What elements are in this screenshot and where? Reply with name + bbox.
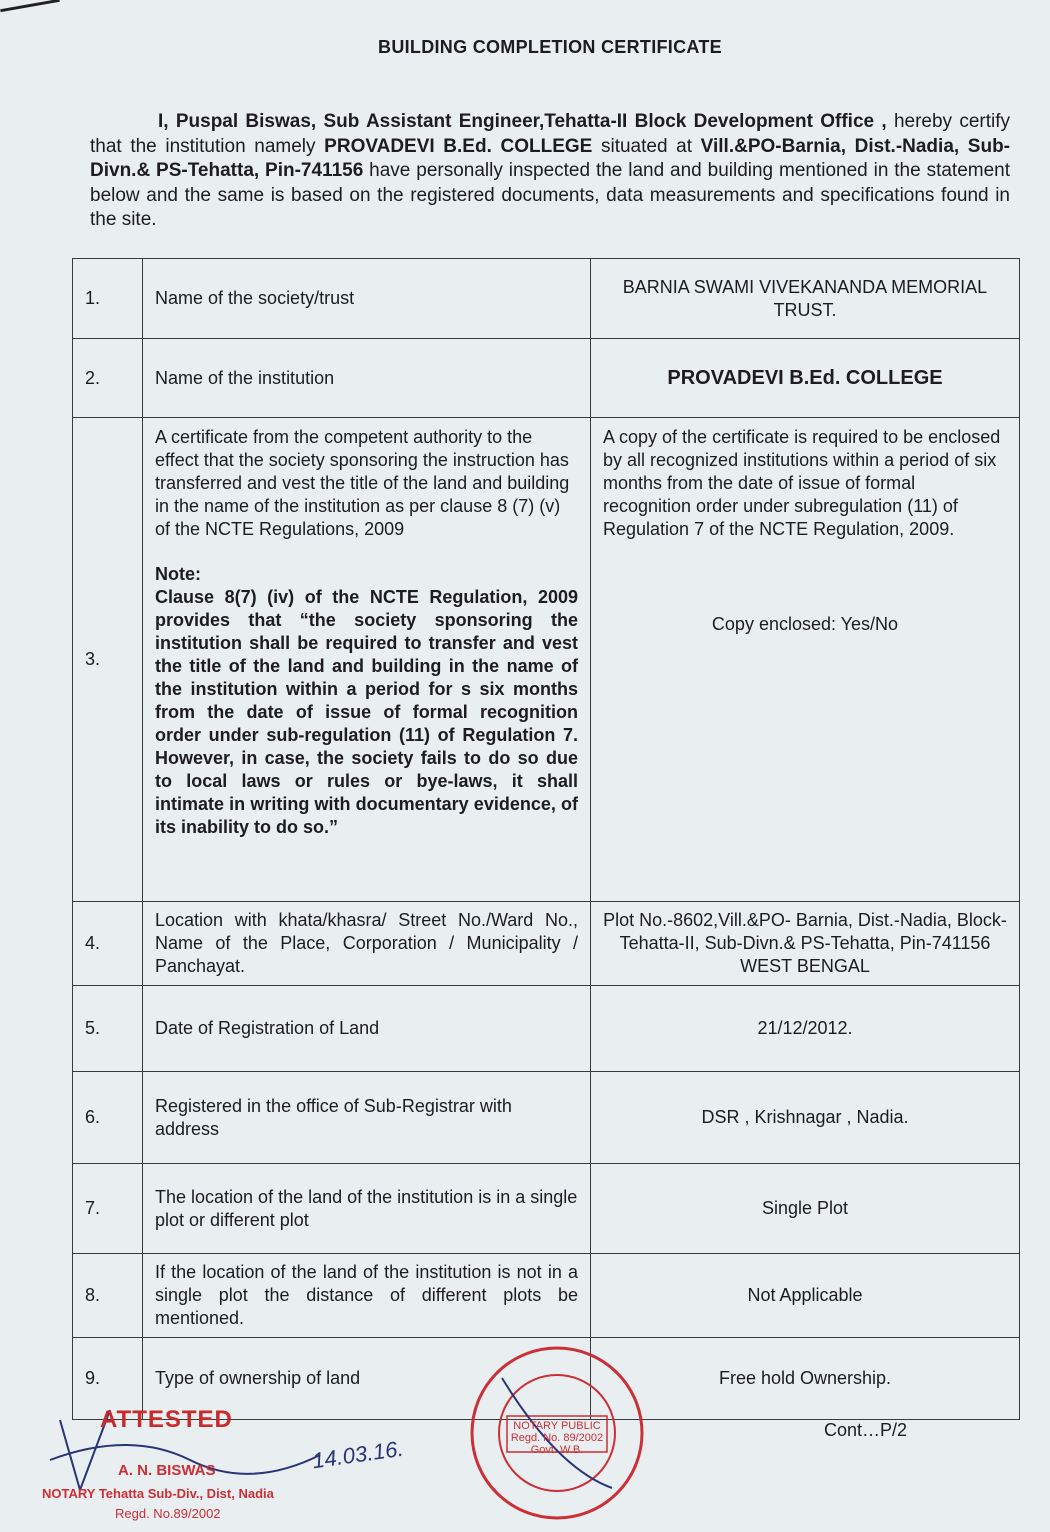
row-question: A certificate from the competent authority to the effect that the society sponsoring the instruction has transferred and vest the title of the land and building in the name of the institution as per clause 8 (7) (v) of the NCTE Regulations, 2009: [155, 427, 570, 539]
table-row: [73, 1164, 1020, 1254]
table-row: [73, 1254, 1020, 1338]
address-inline: Vill.&PO-Barnia, Dist.-Nadia, Sub-Divn.& PS-Tehatta, Pin-741156: [90, 135, 1011, 181]
row-answer: Free hold Ownership.: [591, 1338, 1020, 1420]
handwritten-date: 14.03.16.: [310, 1435, 405, 1474]
continuation-note: Cont…P/2: [824, 1420, 908, 1440]
row-answer: 21/12/2012.: [591, 986, 1020, 1072]
intro-text-1: hereby certify that the institution namely: [90, 111, 1011, 157]
seal-line: Regd. No. 89/2002: [510, 1432, 604, 1444]
note-title: Note:: [155, 564, 201, 584]
row-question: Registered in the office of Sub-Registrar with address: [143, 1072, 591, 1164]
row-number: 7.: [73, 1164, 143, 1254]
row-number: 3.: [73, 418, 143, 902]
table-row: [73, 259, 1020, 339]
institution-name-inline: PROVADEVI B.Ed. COLLEGE: [324, 135, 593, 157]
row-answer: A copy of the certificate is required to be enclosed by all recognized institutions within a period of six months from the date of issue of formal recognition order under subregulation (11) of Regulation 7 of the NCTE Regulation, 2009.: [603, 427, 1001, 539]
copy-enclosed: Copy enclosed: Yes/No: [711, 614, 899, 634]
certification-paragraph: [90, 110, 1010, 233]
table-row: [73, 902, 1020, 986]
row-number: 1.: [73, 259, 143, 339]
attested-stamp: ATTESTED: [100, 1406, 233, 1433]
row-number: 6.: [73, 1072, 143, 1164]
row-number: 2.: [73, 339, 143, 418]
row-answer: PROVADEVI B.Ed. COLLEGE: [591, 339, 1020, 418]
notary-name: A. N. BISWAS: [118, 1462, 216, 1479]
document-title: BUILDING COMPLETION CERTIFICATE: [378, 37, 722, 57]
intro-text-2: situated at: [600, 135, 693, 157]
notary-registration: Regd. No.89/2002: [115, 1506, 221, 1521]
row-number: 4.: [73, 902, 143, 986]
row-question: Type of ownership of land: [143, 1338, 591, 1420]
notary-designation: NOTARY Tehatta Sub-Div., Dist, Nadia: [42, 1486, 274, 1501]
table-row: [73, 418, 1020, 902]
seal-text: [502, 1420, 612, 1456]
row-question: The location of the land of the institution is in a single plot or different plot: [143, 1164, 591, 1254]
row-number: 8.: [73, 1254, 143, 1338]
row-question: If the location of the land of the institution is not in a single plot the distance of different plots be mentioned.: [143, 1254, 591, 1338]
row-question: Date of Registration of Land: [143, 986, 591, 1072]
row-answer-cell: [591, 418, 1020, 902]
table-row: [73, 1072, 1020, 1164]
intro-text-3: have personally inspected the land and building mentioned in the statement below and the same is based on the registered documents, data measurements and specifications found in the site.: [90, 160, 1011, 230]
row-answer: DSR , Krishnagar , Nadia.: [591, 1072, 1020, 1164]
row-answer: Plot No.-8602,Vill.&PO- Barnia, Dist.-Nadia, Block-Tehatta-II, Sub-Divn.& PS-Tehatta, Pin-741156 WEST BENGAL: [591, 902, 1020, 986]
table-row: [73, 986, 1020, 1072]
row-answer: Single Plot: [591, 1164, 1020, 1254]
row-question-cell: [143, 418, 591, 902]
seal-line: Govt. W.B.: [530, 1444, 584, 1456]
row-answer: BARNIA SWAMI VIVEKANANDA MEMORIAL TRUST.: [591, 259, 1020, 339]
row-answer: Not Applicable: [591, 1254, 1020, 1338]
row-question: Name of the society/trust: [143, 259, 591, 339]
certificate-table: [72, 258, 1020, 1420]
table-row: [73, 339, 1020, 418]
row-question: Location with khata/khasra/ Street No./Ward No., Name of the Place, Corporation / Municipality / Panchayat.: [143, 902, 591, 986]
note-text: Clause 8(7) (iv) of the NCTE Regulation, 2009 provides that “the society sponsoring the institution shall be required to transfer and vest the title of the land and building in the name of the institution within a period for s six months from the date of issue of formal recognition order under sub-regulation (11) of Regulation 7. However, in case, the society fails to do so due to local laws or rules or bye-laws, it shall intimate in writing with documentary evidence, of its inability to do so.”: [155, 587, 578, 837]
row-number: 9.: [73, 1338, 143, 1420]
row-number: 5.: [73, 986, 143, 1072]
engineer-statement: I, Puspal Biswas, Sub Assistant Engineer,Tehatta-II Block Development Office ,: [158, 111, 887, 132]
seal-line: NOTARY PUBLIC: [513, 1420, 601, 1432]
row-question: Name of the institution: [143, 339, 591, 418]
scan-mark: [0, 0, 60, 12]
